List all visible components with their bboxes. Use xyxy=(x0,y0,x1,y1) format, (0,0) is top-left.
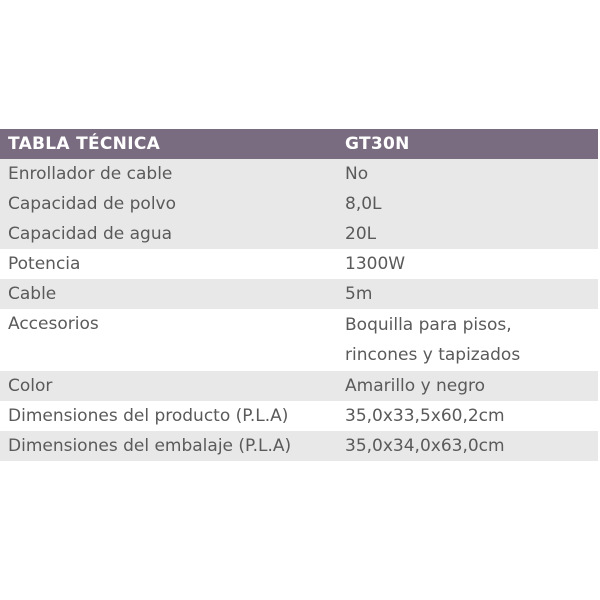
table-row xyxy=(0,159,598,189)
row-label: Color xyxy=(8,376,53,396)
row-value: Amarillo y negro xyxy=(345,376,486,396)
row-value: 1300W xyxy=(345,254,406,274)
row-label: Dimensiones del embalaje (P.L.A) xyxy=(8,436,292,456)
table-row xyxy=(0,279,598,309)
row-label: Enrollador de cable xyxy=(8,164,173,184)
table-row xyxy=(0,249,598,279)
row-label: Potencia xyxy=(8,254,81,274)
row-value: 35,0x33,5x60,2cm xyxy=(345,406,505,426)
row-label: Capacidad de agua xyxy=(8,224,173,244)
row-label: Capacidad de polvo xyxy=(8,194,176,214)
row-label: Accesorios xyxy=(8,314,99,334)
header-label: TABLA TÉCNICA xyxy=(8,134,161,154)
row-value: 20L xyxy=(345,224,377,244)
table-row xyxy=(0,189,598,219)
table-row xyxy=(0,431,598,461)
row-value: 5m xyxy=(345,284,373,304)
row-label: Cable xyxy=(8,284,57,304)
table-row xyxy=(0,401,598,431)
row-value-line: rincones y tapizados xyxy=(345,345,521,365)
table-row xyxy=(0,309,598,371)
table-row xyxy=(0,219,598,249)
row-value-line: Boquilla para pisos, xyxy=(345,315,512,335)
row-value: No xyxy=(345,164,369,184)
row-label: Dimensiones del producto (P.L.A) xyxy=(8,406,289,426)
row-value: 35,0x34,0x63,0cm xyxy=(345,436,505,456)
row-value xyxy=(337,309,598,370)
row-value: 8,0L xyxy=(345,194,382,214)
spec-table xyxy=(0,129,598,461)
table-header xyxy=(0,129,598,159)
table-row xyxy=(0,371,598,401)
header-model: GT30N xyxy=(345,134,410,154)
